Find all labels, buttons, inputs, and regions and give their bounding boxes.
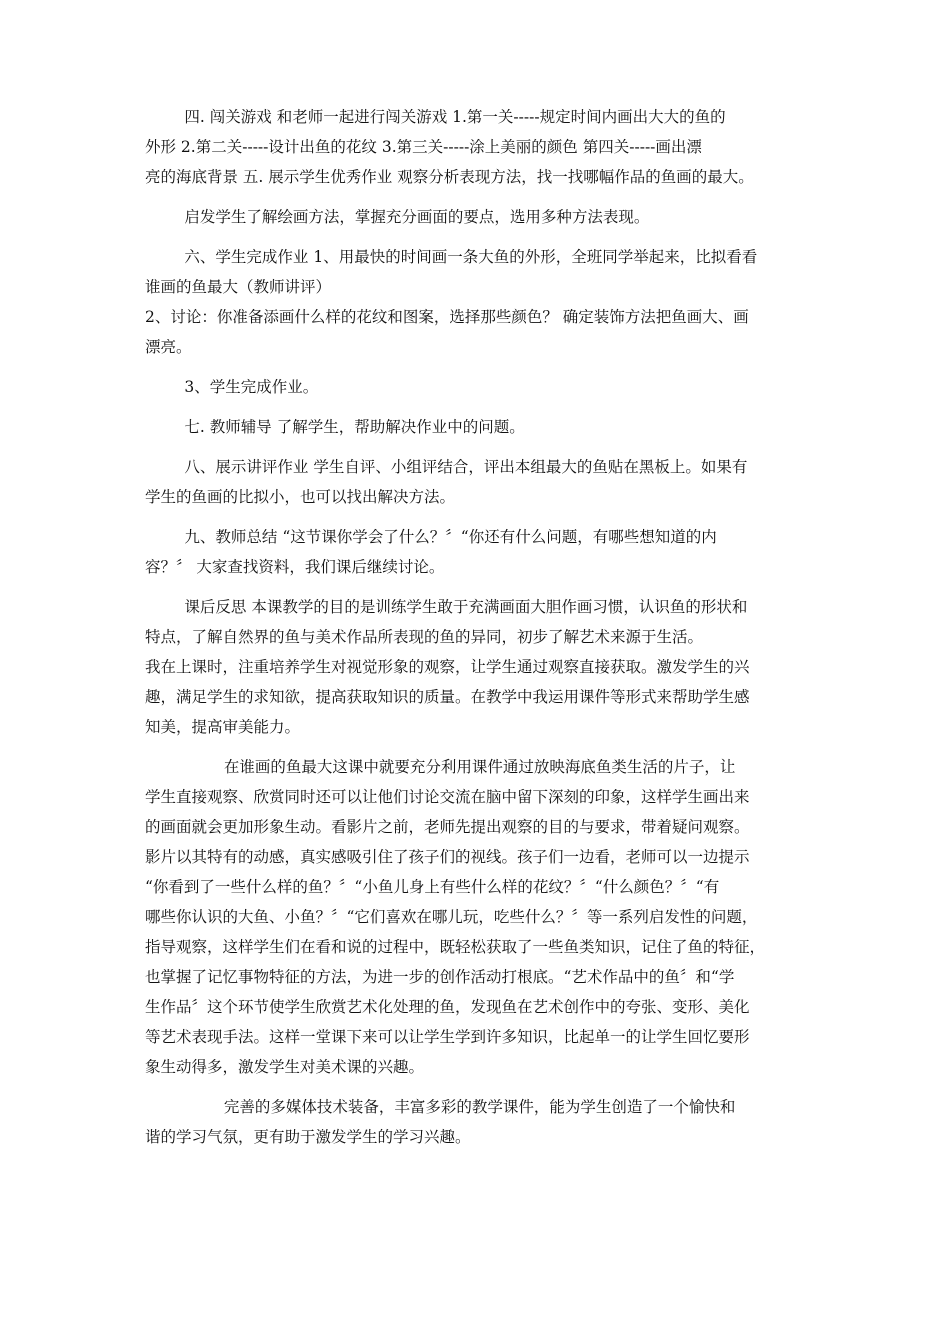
text-line: 漂亮。: [145, 338, 192, 356]
text-line: 亮的海底背景 五. 展示学生优秀作业 观察分析表现方法，找一找哪幅作品的鱼画的最大。: [145, 168, 754, 186]
text-line: 完善的多媒体技术装备，丰富多彩的教学课件，能为学生创造了一个愉快和: [145, 1098, 736, 1116]
text-line: 外形 2.第二关-----设计出鱼的花纹 3.第三关-----涂上美丽的颜色 第四关-----画出漂: [145, 138, 702, 156]
text-line: 知美，提高审美能力。: [145, 718, 301, 736]
text-line: 学生直接观察、欣赏同时还可以让他们讨论交流在脑中留下深刻的印象，这样学生画出来: [145, 788, 750, 806]
text-line: 我在上课时，注重培养学生对视觉形象的观察，让学生通过观察直接获取。激发学生的兴: [145, 658, 750, 676]
text-line: 3、学生完成作业。: [145, 378, 319, 396]
text-line: 七. 教师辅导 了解学生，帮助解决作业中的问题。: [145, 418, 525, 436]
paragraph-game-levels: [145, 102, 810, 192]
text-line: 2、讨论：你准备添画什么样的花纹和图案，选择那些颜色？ 确定装饰方法把鱼画大、画: [145, 308, 749, 326]
text-line: 指导观察，这样学生们在看和说的过程中，既轻松获取了一些鱼类知识，记住了鱼的特征，: [145, 938, 766, 956]
text-line: 影片以其特有的动感，真实感吸引住了孩子们的视线。孩子们一边看，老师可以一边提示: [145, 848, 750, 866]
text-line: 在谁画的鱼最大这课中就要充分利用课件通过放映海底鱼类生活的片子，让: [145, 758, 736, 776]
paragraph-homework: [145, 242, 810, 362]
text-line: 生作品〞这个环节使学生欣赏艺术化处理的鱼，发现鱼在艺术创作中的夸张、变形、美化: [145, 998, 750, 1016]
text-line: 学生的鱼画的比拟小，也可以找出解决方法。: [145, 488, 456, 506]
document-page: [145, 102, 810, 1152]
text-line: 哪些你认识的大鱼、小鱼？〞“它们喜欢在哪儿玩，吃些什么？〞等一系列启发性的问题，: [145, 908, 758, 926]
text-line: 也掌握了记忆事物特征的方法，为进一步的创作活动打根底。“艺术作品中的鱼〞和“学: [145, 968, 735, 986]
text-line: “你看到了一些什么样的鱼？〞“小鱼儿身上有些什么样的花纹？〞“什么颜色？〞“有: [145, 878, 720, 896]
text-line: 的画面就会更加形象生动。看影片之前，老师先提出观察的目的与要求，带着疑问观察。: [145, 818, 750, 836]
text-line: 谐的学习气氛，更有助于激发学生的学习兴趣。: [145, 1128, 471, 1146]
paragraph-courseware: [145, 752, 810, 1082]
paragraph-complete-work: [145, 372, 810, 402]
text-line: 启发学生了解绘画方法，掌握充分画面的要点，选用多种方法表现。: [145, 208, 650, 226]
text-line: 趣，满足学生的求知欲，提高获取知识的质量。在教学中我运用课件等形式来帮助学生感: [145, 688, 750, 706]
text-line: 课后反思 本课教学的目的是训练学生敢于充满画面大胆作画习惯，认识鱼的形状和: [145, 598, 748, 616]
paragraph-teacher-guidance: [145, 412, 810, 442]
paragraph-showcase: [145, 452, 810, 512]
text-line: 四. 闯关游戏 和老师一起进行闯关游戏 1.第一关-----规定时间内画出大大的鱼的: [145, 108, 726, 126]
text-line: 八、展示讲评作业 学生自评、小组评结合，评出本组最大的鱼贴在黑板上。如果有: [145, 458, 748, 476]
text-line: 特点，了解自然界的鱼与美术作品所表现的鱼的异同，初步了解艺术来源于生活。: [145, 628, 704, 646]
text-line: 象生动得多，激发学生对美术课的兴趣。: [145, 1058, 425, 1076]
text-line: 九、教师总结 “这节课你学会了什么？〞“你还有什么问题，有哪些想知道的内: [145, 528, 717, 546]
paragraph-summary: [145, 522, 810, 582]
text-line: 容？〞 大家查找资料，我们课后继续讨论。: [145, 558, 445, 576]
text-line: 谁画的鱼最大（教师讲评）: [145, 278, 332, 296]
paragraph-multimedia: [145, 1092, 810, 1152]
paragraph-reflection: [145, 592, 810, 742]
paragraph-method-hint: [145, 202, 810, 232]
text-line: 等艺术表现手法。这样一堂课下来可以让学生学到许多知识，比起单一的让学生回忆要形: [145, 1028, 750, 1046]
text-line: 六、学生完成作业 1、用最快的时间画一条大鱼的外形，全班同学举起来，比拟看看: [145, 248, 758, 266]
